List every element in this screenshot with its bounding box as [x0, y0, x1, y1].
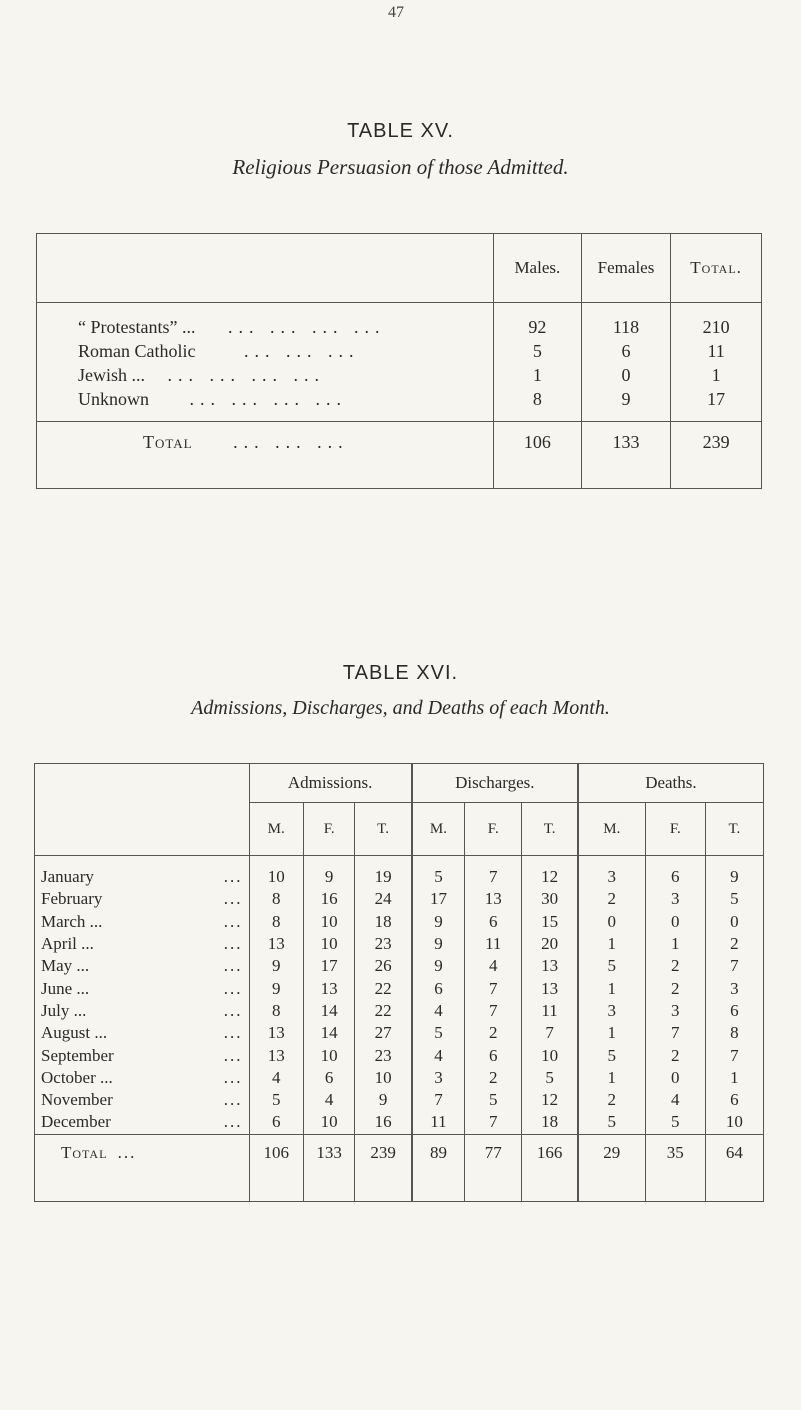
cell-dis-t: 12 [522, 1089, 578, 1111]
total-adm-f: 133 [303, 1134, 354, 1201]
total-row [35, 1134, 764, 1201]
cell-dea-t: 9 [705, 856, 763, 889]
cell-adm-f: 9 [303, 856, 354, 889]
cell-dis-f: 6 [465, 1044, 522, 1066]
header-dis-m: M. [412, 803, 465, 856]
cell-dis-f: 4 [465, 955, 522, 977]
cell-adm-m: 6 [249, 1111, 303, 1134]
row-label: July ... ... [41, 1000, 243, 1020]
cell-adm-f: 17 [303, 955, 354, 977]
cell-dea-f: 0 [645, 1067, 705, 1089]
cell-dea-t: 7 [705, 955, 763, 977]
cell-dis-t: 12 [522, 856, 578, 889]
cell-adm-f: 13 [303, 977, 354, 999]
header-blank [35, 764, 250, 856]
cell-dea-t: 3 [705, 977, 763, 999]
cell-dea-f: 6 [645, 856, 705, 889]
cell-dea-t: 6 [705, 1000, 763, 1022]
total-males: 106 [493, 422, 581, 489]
cell-dis-m: 5 [412, 856, 465, 889]
cell-dea-t: 2 [705, 933, 763, 955]
row-label: May ... ... [41, 956, 243, 976]
header-dea-t: T. [705, 803, 763, 856]
row-label: November ... [41, 1090, 243, 1110]
row-label: December ... [41, 1112, 243, 1132]
header-dis-f: F. [465, 803, 522, 856]
cell-dea-m: 2 [578, 888, 645, 910]
cell-adm-m: 8 [249, 911, 303, 933]
cell-dis-t: 10 [522, 1044, 578, 1066]
cell-adm-t: 26 [355, 955, 412, 977]
cell-dea-t: 8 [705, 1022, 763, 1044]
table-row [35, 888, 764, 910]
row-label: April ... ... [41, 934, 243, 954]
cell-males: 1 [493, 363, 581, 387]
row-label: June ... ... [41, 978, 243, 998]
table-xvi-subtitle: Admissions, Discharges, and Deaths of each Month. [191, 697, 610, 719]
total-dea-m: 29 [578, 1134, 645, 1201]
cell-dea-t: 7 [705, 1044, 763, 1066]
cell-dis-f: 7 [465, 1111, 522, 1134]
table-row [37, 387, 762, 422]
cell-adm-m: 8 [249, 1000, 303, 1022]
cell-dis-m: 9 [412, 933, 465, 955]
table-xv-subtitle: Religious Persuasion of those Admitted. [232, 155, 569, 179]
cell-dea-m: 0 [578, 911, 645, 933]
cell-dea-m: 3 [578, 856, 645, 889]
cell-dis-t: 13 [522, 955, 578, 977]
cell-dis-t: 18 [522, 1111, 578, 1134]
cell-adm-m: 5 [249, 1089, 303, 1111]
cell-males: 5 [493, 339, 581, 363]
cell-adm-t: 22 [355, 1000, 412, 1022]
cell-dis-m: 4 [412, 1000, 465, 1022]
cell-dis-f: 2 [465, 1022, 522, 1044]
row-label: August ... ... [41, 1023, 243, 1043]
cell-total: 210 [671, 303, 762, 340]
header-males: Males. [493, 234, 581, 303]
cell-dis-m: 9 [412, 955, 465, 977]
cell-adm-f: 10 [303, 1111, 354, 1134]
cell-dea-f: 3 [645, 888, 705, 910]
cell-adm-t: 23 [355, 933, 412, 955]
cell-dis-m: 5 [412, 1022, 465, 1044]
cell-dea-m: 5 [578, 1111, 645, 1134]
cell-dis-m: 17 [412, 888, 465, 910]
cell-females: 6 [581, 339, 670, 363]
row-label: February ... [41, 889, 243, 909]
cell-dis-f: 2 [465, 1067, 522, 1089]
cell-dea-t: 0 [705, 911, 763, 933]
cell-adm-t: 24 [355, 888, 412, 910]
cell-dea-m: 1 [578, 977, 645, 999]
cell-adm-t: 10 [355, 1067, 412, 1089]
cell-dea-f: 2 [645, 977, 705, 999]
cell-adm-m: 13 [249, 933, 303, 955]
total-label: Total ... ... ... [37, 422, 494, 489]
cell-adm-t: 19 [355, 856, 412, 889]
table-row [35, 856, 764, 889]
cell-dea-f: 3 [645, 1000, 705, 1022]
header-dis-t: T. [522, 803, 578, 856]
cell-dis-m: 3 [412, 1067, 465, 1089]
cell-dis-f: 7 [465, 1000, 522, 1022]
table-row [35, 1089, 764, 1111]
cell-adm-m: 8 [249, 888, 303, 910]
table-row [35, 955, 764, 977]
cell-dea-f: 7 [645, 1022, 705, 1044]
cell-adm-f: 10 [303, 1044, 354, 1066]
table-row [35, 1111, 764, 1134]
cell-dea-f: 0 [645, 911, 705, 933]
cell-dea-f: 1 [645, 933, 705, 955]
cell-dea-t: 10 [705, 1111, 763, 1134]
religious-persuasion-table [36, 233, 762, 489]
header-discharges: Discharges. [412, 764, 578, 803]
header-dea-m: M. [578, 803, 645, 856]
table-row [35, 1044, 764, 1066]
cell-adm-m: 4 [249, 1067, 303, 1089]
cell-dea-f: 2 [645, 1044, 705, 1066]
total-total: 239 [671, 422, 762, 489]
cell-adm-t: 27 [355, 1022, 412, 1044]
cell-adm-f: 4 [303, 1089, 354, 1111]
header-adm-f: F. [303, 803, 354, 856]
cell-dea-m: 1 [578, 933, 645, 955]
cell-adm-f: 14 [303, 1022, 354, 1044]
cell-dis-t: 11 [522, 1000, 578, 1022]
table-row [37, 363, 762, 387]
table-row [35, 1022, 764, 1044]
cell-dea-m: 5 [578, 955, 645, 977]
cell-dis-t: 7 [522, 1022, 578, 1044]
table-row [35, 1000, 764, 1022]
total-dis-t: 166 [522, 1134, 578, 1201]
cell-dea-f: 5 [645, 1111, 705, 1134]
cell-dea-f: 2 [645, 955, 705, 977]
cell-adm-m: 9 [249, 955, 303, 977]
total-label: Total ... [35, 1134, 250, 1201]
cell-dea-t: 6 [705, 1089, 763, 1111]
header-adm-m: M. [249, 803, 303, 856]
cell-dis-t: 15 [522, 911, 578, 933]
cell-females: 118 [581, 303, 670, 340]
cell-dis-f: 13 [465, 888, 522, 910]
cell-dea-t: 5 [705, 888, 763, 910]
cell-dis-t: 13 [522, 977, 578, 999]
table-row [37, 339, 762, 363]
cell-dea-m: 5 [578, 1044, 645, 1066]
cell-total: 1 [671, 363, 762, 387]
cell-adm-f: 10 [303, 933, 354, 955]
row-label: Jewish ... ... ... ... ... [78, 364, 325, 385]
cell-adm-t: 18 [355, 911, 412, 933]
cell-adm-f: 6 [303, 1067, 354, 1089]
cell-dis-t: 5 [522, 1067, 578, 1089]
cell-adm-t: 23 [355, 1044, 412, 1066]
cell-adm-f: 14 [303, 1000, 354, 1022]
table-xv-title: TABLE XV. [347, 120, 454, 142]
cell-dis-m: 9 [412, 911, 465, 933]
row-label: January ... [41, 867, 243, 887]
page-number: 47 [388, 4, 404, 21]
total-dea-f: 35 [645, 1134, 705, 1201]
header-dea-f: F. [645, 803, 705, 856]
table-row [35, 1067, 764, 1089]
group-header-row [35, 764, 764, 803]
cell-dis-f: 11 [465, 933, 522, 955]
row-label: “ Protestants” ... ... ... ... ... [78, 316, 386, 337]
row-label: October ... ... [41, 1067, 243, 1087]
header-females: Females [581, 234, 670, 303]
row-label: Unknown ... ... ... ... [78, 388, 347, 409]
total-dea-t: 64 [705, 1134, 763, 1201]
cell-males: 8 [493, 387, 581, 422]
cell-dis-t: 20 [522, 933, 578, 955]
header-blank [37, 234, 494, 303]
table-row [35, 911, 764, 933]
cell-dea-m: 1 [578, 1022, 645, 1044]
total-adm-t: 239 [355, 1134, 412, 1201]
cell-dis-f: 7 [465, 977, 522, 999]
cell-dea-m: 1 [578, 1067, 645, 1089]
cell-adm-m: 9 [249, 977, 303, 999]
cell-dis-m: 4 [412, 1044, 465, 1066]
cell-adm-t: 16 [355, 1111, 412, 1134]
cell-dis-m: 11 [412, 1111, 465, 1134]
total-adm-m: 106 [249, 1134, 303, 1201]
cell-dea-m: 3 [578, 1000, 645, 1022]
cell-dis-t: 30 [522, 888, 578, 910]
cell-total: 17 [671, 387, 762, 422]
cell-dea-t: 1 [705, 1067, 763, 1089]
cell-adm-m: 13 [249, 1022, 303, 1044]
total-dis-f: 77 [465, 1134, 522, 1201]
cell-dis-m: 6 [412, 977, 465, 999]
row-label: March ... ... [41, 911, 243, 931]
header-total: Total. [671, 234, 762, 303]
cell-adm-t: 9 [355, 1089, 412, 1111]
cell-adm-t: 22 [355, 977, 412, 999]
header-deaths: Deaths. [578, 764, 764, 803]
cell-dis-m: 7 [412, 1089, 465, 1111]
cell-males: 92 [493, 303, 581, 340]
header-admissions: Admissions. [249, 764, 412, 803]
row-label: Roman Catholic ... ... ... [78, 340, 360, 361]
cell-females: 9 [581, 387, 670, 422]
cell-adm-m: 10 [249, 856, 303, 889]
total-row [37, 422, 762, 489]
header-adm-t: T. [355, 803, 412, 856]
cell-dis-f: 6 [465, 911, 522, 933]
table-row [37, 303, 762, 340]
cell-dea-f: 4 [645, 1089, 705, 1111]
cell-dis-f: 5 [465, 1089, 522, 1111]
cell-dea-m: 2 [578, 1089, 645, 1111]
table-row [35, 977, 764, 999]
cell-dis-f: 7 [465, 856, 522, 889]
cell-adm-m: 13 [249, 1044, 303, 1066]
cell-adm-f: 16 [303, 888, 354, 910]
table-row [35, 933, 764, 955]
table-header-row [37, 234, 762, 303]
row-label: September ... [41, 1045, 243, 1065]
cell-females: 0 [581, 363, 670, 387]
total-dis-m: 89 [412, 1134, 465, 1201]
cell-adm-f: 10 [303, 911, 354, 933]
cell-total: 11 [671, 339, 762, 363]
table-xvi-title: TABLE XVI. [342, 662, 459, 684]
monthly-admissions-table [34, 763, 764, 1202]
total-females: 133 [581, 422, 670, 489]
